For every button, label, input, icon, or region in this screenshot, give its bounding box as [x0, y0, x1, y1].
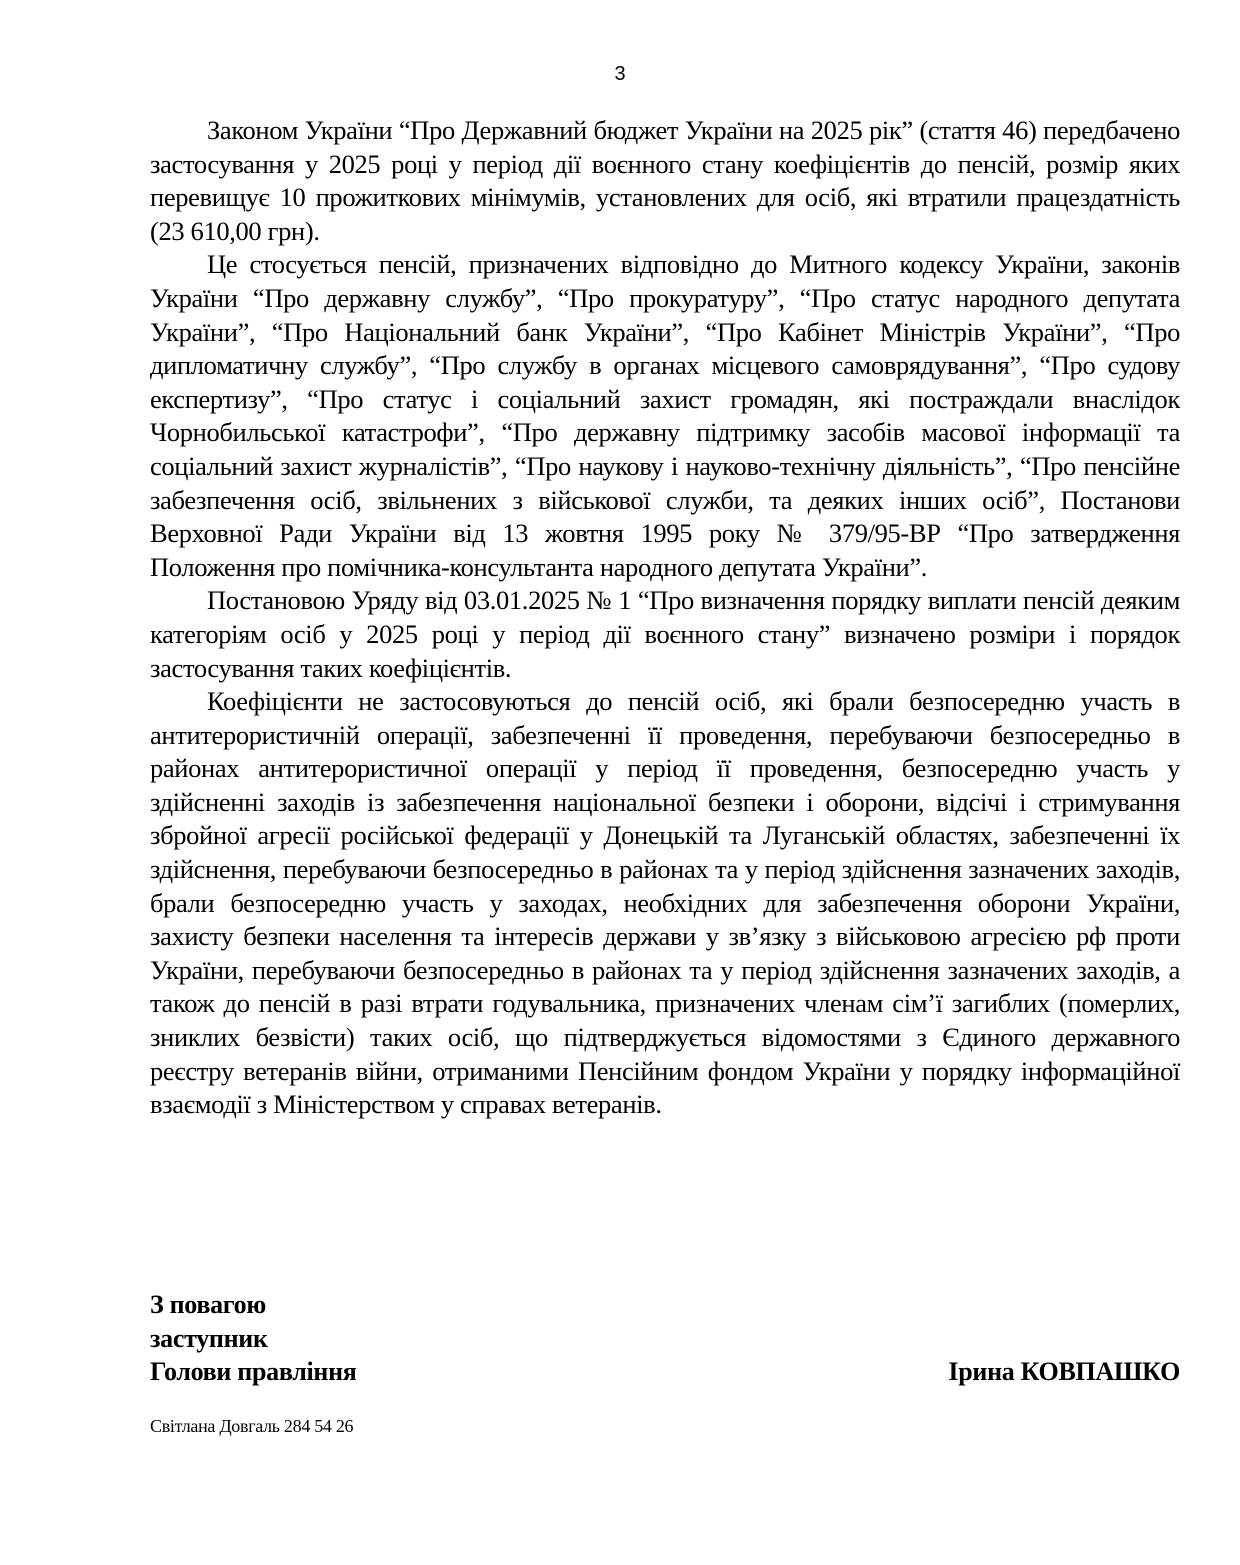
paragraph-exceptions: Коефіцієнти не застосовуються до пенсій осіб, які брали безпосередню участь в антитерористичній операції, забезпеченні її проведення, перебуваючи безпосередньо в районах антитерористичної операції у період її проведення, безпосередню участь у здійсненні заходів із забезпечення національної безпеки і оборони, відсічі і стримування збройної агресії російської федерації у Донецькій та Луганській областях, забезпеченні їх здійснення, перебуваючи безпосередньо в районах та у період здійснення зазначених заходів, брали безпосередню участь у заходах, необхідних для забезпечення оборони України, захисту безпеки населення та інтересів держави у зв’язку з військовою агресією рф проти України, перебуваючи безпосередньо в районах та у період здійснення зазначених заходів, а також до пенсій в разі втрати годувальника, призначених членам сім’ї загиблих (померлих, зниклих безвісти) таких осіб, що підтверджується відомостями з Єдиного державного реєстру ветеранів війни, отриманими Пенсійним фондом України у порядку інформаційної взаємодії з Міністерством у справах ветеранів.: [150, 686, 1180, 1120]
signer-name: Ірина КОВПАШКО: [948, 1357, 1180, 1387]
closing-phrase: З повагою: [150, 1290, 266, 1319]
signer-position-line1: заступник: [150, 1323, 268, 1353]
paragraph-pension-laws: Це стосується пенсій, призначених відповідно до Митного кодексу України, законів України “Про державну службу”, “Про прокуратуру”, “Про статус народного депутата України”, “Про Національний банк України”, “Про Кабінет Міністрів України”, “Про дипломатичну службу”, “Про службу в органах місцевого самоврядування”, “Про судову експертизу”, “Про статус і соціальний захист громадян, які постраждали внаслідок Чорнобильської катастрофи”, “Про державну підтримку засобів масової інформації та соціальний захист журналістів”, “Про наукову і науково-технічну діяльність”, “Про пенсійне забезпечення осіб, звільнених з військової служби, та деяких інших осіб”, Постанови Верховної Ради України від 13 жовтня 1995 року № 379/95-ВР “Про затвердження Положення про помічника-консультанта народного депутата України”.: [150, 249, 1180, 582]
signer-row: [150, 1355, 1180, 1389]
signature-block: [150, 1288, 1180, 1389]
letter-body: [150, 114, 1180, 1122]
paragraph-government-resolution: Постановою Уряду від 03.01.2025 № 1 “Про визначення порядку виплати пенсій деяким категоріям осіб у 2025 році у період дії воєнного стану” визначено розміри і порядок застосування таких коефіцієнтів.: [150, 585, 1180, 683]
page-number: 3: [614, 63, 626, 85]
executor-contact: Світлана Довгаль 284 54 26: [150, 1416, 354, 1436]
paragraph-budget-law: Законом України “Про Державний бюджет України на 2025 рік” (стаття 46) передбачено застосування у 2025 році у період дії воєнного стану коефіцієнтів до пенсій, розмір яких перевищує 10 прожиткових мінімумів, установлених для осіб, які втратили працездатність (23 610,00 грн).: [150, 115, 1180, 246]
signer-position-line2: Голови правління: [150, 1357, 357, 1387]
